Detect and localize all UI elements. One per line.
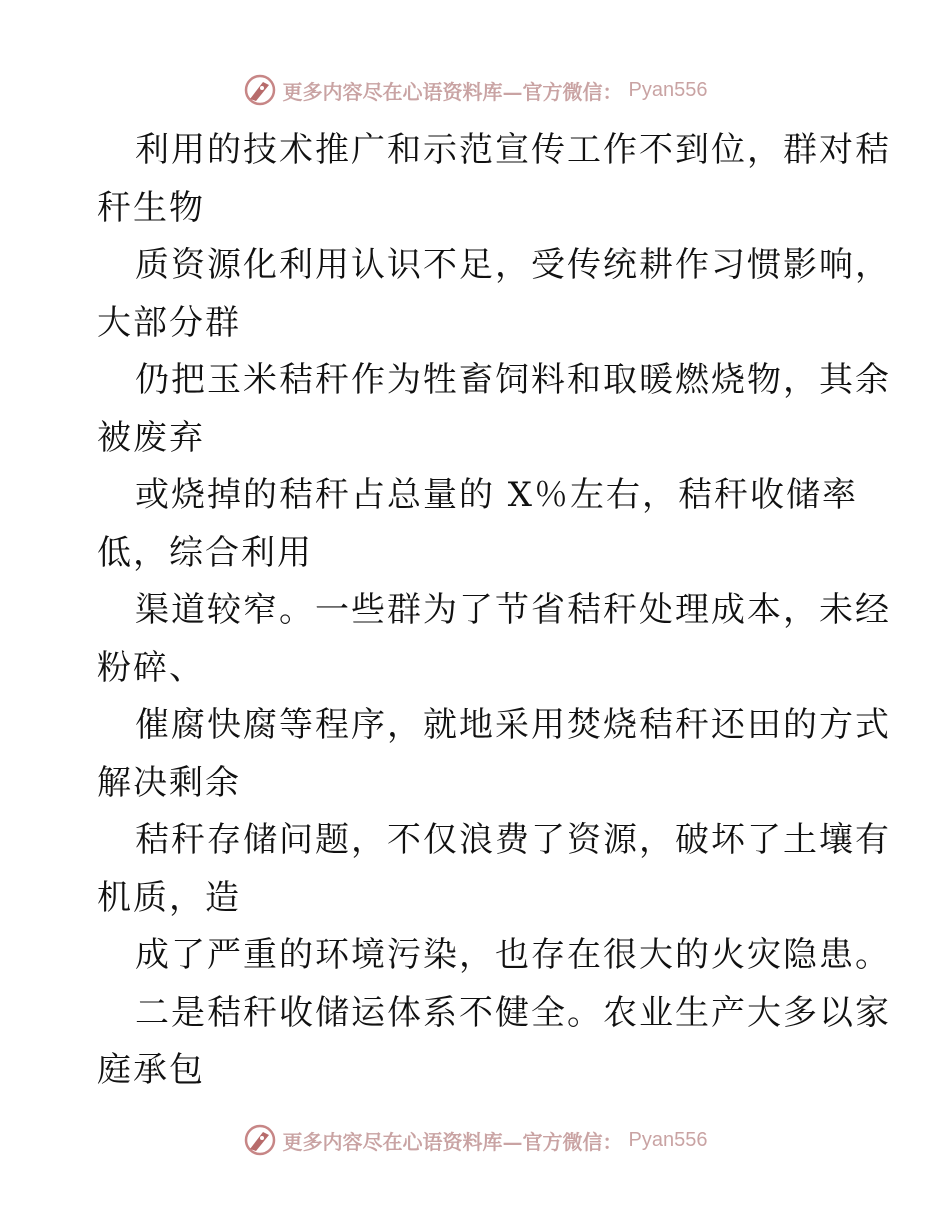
text-line: 渠道较窄。一些群为了节省秸秆处理成本，未经 — [135, 590, 891, 630]
text-line: 秸秆存储问题，不仅浪费了资源，破坏了土壤有 — [135, 820, 891, 860]
text-line: 解决剩余 — [97, 762, 241, 803]
text-line: 机质，造 — [97, 877, 241, 918]
text-line: 催腐快腐等程序，就地采用焚烧秸秆还田的方式 — [135, 705, 891, 745]
text-line: 被废弃 — [97, 417, 205, 458]
document-body — [97, 122, 891, 1100]
text-line: 仍把玉米秸秆作为牲畜饲料和取暖燃烧物，其余 — [135, 360, 891, 400]
header-watermark — [0, 70, 950, 110]
text-line: 庭承包 — [97, 1050, 205, 1090]
pen-nib-logo-icon — [243, 73, 277, 107]
text-line: 粉碎、 — [97, 647, 205, 688]
text-line: 大部分群 — [97, 302, 241, 343]
header-site-text: 更多内容尽在心语资料库—官方微信： — [282, 79, 623, 104]
footer-site-text: 更多内容尽在心语资料库—官方微信： — [282, 1129, 623, 1154]
footer-wechat-id: Pyan556 — [628, 1128, 708, 1151]
text-line: 或烧掉的秸秆占总量的 X％左右，秸秆收储率 — [135, 475, 859, 515]
text-line: 利用的技术推广和示范宣传工作不到位，群对秸 — [135, 130, 891, 170]
text-line: 秆生物 — [97, 187, 205, 228]
footer-watermark — [0, 1120, 950, 1160]
pen-nib-logo-icon — [243, 1123, 277, 1157]
text-line: 二是秸秆收储运体系不健全。农业生产大多以家 — [135, 992, 891, 1033]
text-line: 成了严重的环境污染，也存在很大的火灾隐患。 — [135, 935, 891, 975]
header-wechat-id: Pyan556 — [628, 78, 708, 101]
text-line: 质资源化利用认识不足，受传统耕作习惯影响， — [135, 245, 891, 285]
text-line: 低，综合利用 — [97, 532, 313, 573]
